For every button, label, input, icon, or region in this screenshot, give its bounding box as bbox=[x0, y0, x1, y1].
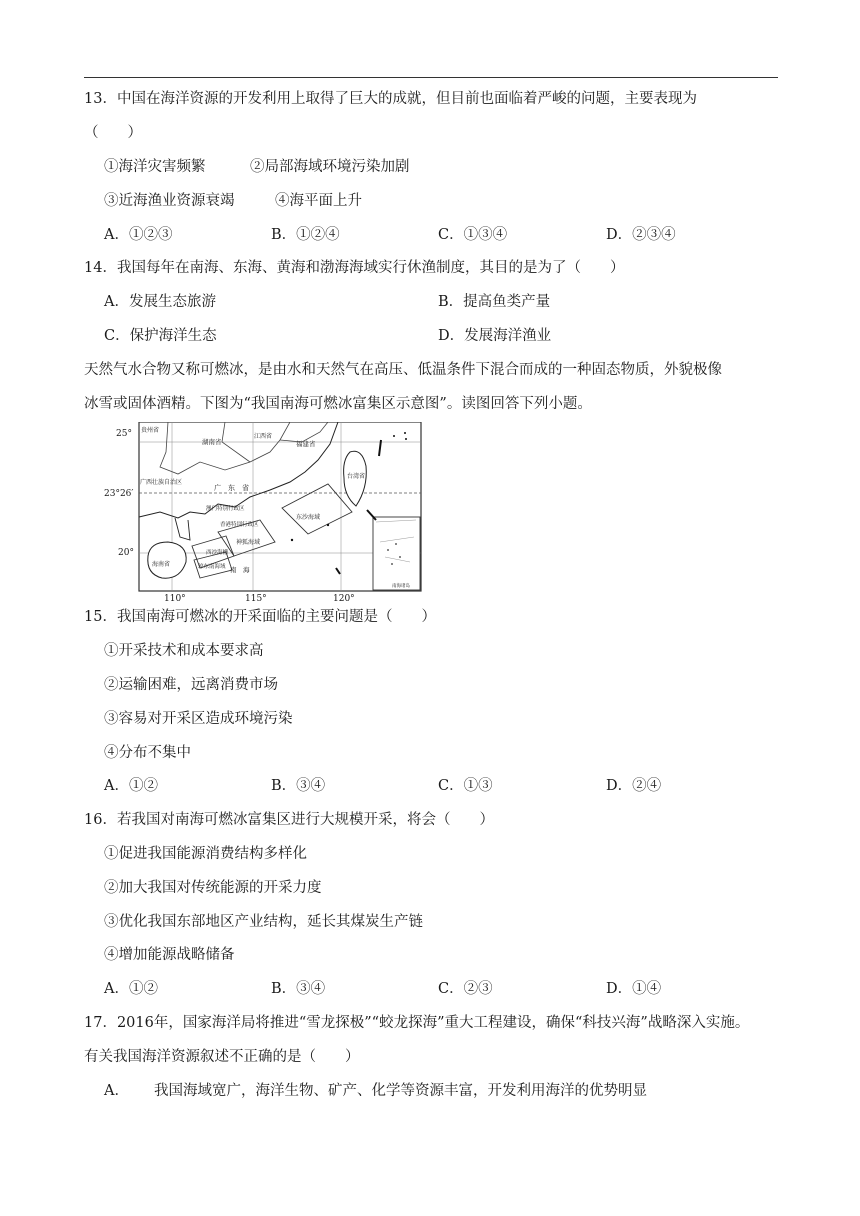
passage-line-1: 天然气水合物又称可燃冰，是由水和天然气在高压、低温条件下混合而成的一种固态物质，外貌极像 bbox=[84, 362, 722, 378]
map-label-guangxi: 广西壮族自治区 bbox=[140, 479, 183, 486]
q16-option-a[interactable]: A．①② bbox=[104, 981, 158, 997]
q14-option-b[interactable]: B．提高鱼类产量 bbox=[438, 294, 551, 310]
q13-option-a[interactable]: A．①②③ bbox=[104, 227, 173, 243]
q13-option-b[interactable]: B．①②④ bbox=[271, 227, 340, 243]
q13-item-3: ③近海渔业资源衰竭 bbox=[104, 193, 235, 209]
q16-option-c[interactable]: C．②③ bbox=[438, 981, 493, 997]
q13-item-4: ④海平面上升 bbox=[275, 193, 362, 209]
q17-option-a-text: 我国海域宽广，海洋生物、矿产、化学等资源丰富，开发利用海洋的优势明显 bbox=[154, 1083, 647, 1099]
q13-stem: 13．中国在海洋资源的开发利用上取得了巨大的成就，但目前也面临着严峻的问题，主要表现为 bbox=[84, 91, 697, 107]
south-china-sea-map bbox=[130, 422, 422, 593]
map-label-dongsha: 东沙海域 bbox=[296, 514, 321, 521]
q16-item-4: ④增加能源战略储备 bbox=[104, 947, 235, 963]
map-lat-20: 20° bbox=[118, 548, 134, 558]
q15-item-2: ②运输困难，远离消费市场 bbox=[104, 677, 278, 693]
map-inset-note: 南海诸岛 bbox=[392, 584, 410, 589]
q16-item-2: ②加大我国对传统能源的开采力度 bbox=[104, 880, 322, 896]
q16-option-d[interactable]: D．①④ bbox=[606, 981, 662, 997]
q17-stem-line-1: 17．2016年，国家海洋局将推进“雪龙探极”“蛟龙探海”重大工程建设，确保“科技兴海”战略深入实施。 bbox=[84, 1015, 750, 1031]
map-label-xixisha: 西沙海槽 bbox=[206, 550, 229, 556]
map-lon-120: 120° bbox=[333, 594, 355, 604]
q13-option-d[interactable]: D．②③④ bbox=[606, 227, 676, 243]
q13-item-1: ①海洋灾害频繁 bbox=[104, 159, 206, 175]
q16-item-3: ③优化我国东部地区产业结构，延长其煤炭生产链 bbox=[104, 914, 423, 930]
q16-option-b[interactable]: B．③④ bbox=[271, 981, 326, 997]
passage-line-2: 冰雪或固体酒精。下图为“我国南海可燃冰富集区示意图”。读图回答下列小题。 bbox=[84, 396, 592, 412]
q15-option-a[interactable]: A．①② bbox=[104, 778, 158, 794]
q14-option-d[interactable]: D．发展海洋渔业 bbox=[438, 328, 552, 344]
q15-stem: 15．我国南海可燃冰的开采面临的主要问题是（ ） bbox=[84, 609, 436, 625]
q14-option-c[interactable]: C．保护海洋生态 bbox=[104, 328, 217, 344]
map-lon-110: 110° bbox=[164, 594, 186, 604]
q14-stem: 14．我国每年在南海、东海、黄海和渤海海域实行休渔制度，其目的是为了（ ） bbox=[84, 260, 625, 276]
header-rule bbox=[84, 77, 778, 78]
q16-stem: 16．若我国对南海可燃冰富集区进行大规模开采，将会（ ） bbox=[84, 812, 494, 828]
map-lat-23-26: 23°26′ bbox=[104, 489, 134, 499]
q15-option-c[interactable]: C．①③ bbox=[438, 778, 493, 794]
q17-option-a-label[interactable]: A． bbox=[104, 1083, 129, 1099]
q15-item-1: ①开采技术和成本要求高 bbox=[104, 643, 264, 659]
q17-stem-line-2: 有关我国海洋资源叙述不正确的是（ ） bbox=[84, 1049, 360, 1065]
map-label-shenhu: 神狐海域 bbox=[236, 539, 261, 546]
q13-option-c[interactable]: C．①③④ bbox=[438, 227, 508, 243]
map-label-hongkong: 香港特别行政区 bbox=[220, 522, 259, 528]
q16-item-1: ①促进我国能源消费结构多样化 bbox=[104, 846, 307, 862]
q15-option-d[interactable]: D．②④ bbox=[606, 778, 662, 794]
map-label-qiongdongnan: 琼东南海域 bbox=[198, 564, 226, 570]
map-lon-115: 115° bbox=[245, 594, 267, 604]
map-label-guangdong: 广 东 省 bbox=[214, 484, 249, 492]
map-label-hainan: 海南省 bbox=[152, 561, 171, 568]
map-label-taiwan: 台湾省 bbox=[347, 473, 366, 480]
q15-item-4: ④分布不集中 bbox=[104, 745, 191, 761]
q15-item-3: ③容易对开采区造成环境污染 bbox=[104, 711, 293, 727]
q13-answer-paren: （ ） bbox=[84, 125, 142, 141]
q14-option-a[interactable]: A．发展生态旅游 bbox=[104, 294, 216, 310]
map-label-jiangxi: 江西省 bbox=[254, 433, 273, 440]
map-lat-25: 25° bbox=[116, 429, 132, 439]
map-label-fujian: 福建省 bbox=[296, 440, 316, 448]
map-label-nanhai: 南 海 bbox=[230, 566, 250, 574]
q13-item-2: ②局部海域环境污染加剧 bbox=[250, 159, 410, 175]
map-label-macau: 澳门特别行政区 bbox=[206, 506, 245, 512]
map-label-hunan: 湖南省 bbox=[202, 438, 222, 446]
q15-option-b[interactable]: B．③④ bbox=[271, 778, 326, 794]
map-label-guizhou: 贵州省 bbox=[141, 427, 160, 434]
